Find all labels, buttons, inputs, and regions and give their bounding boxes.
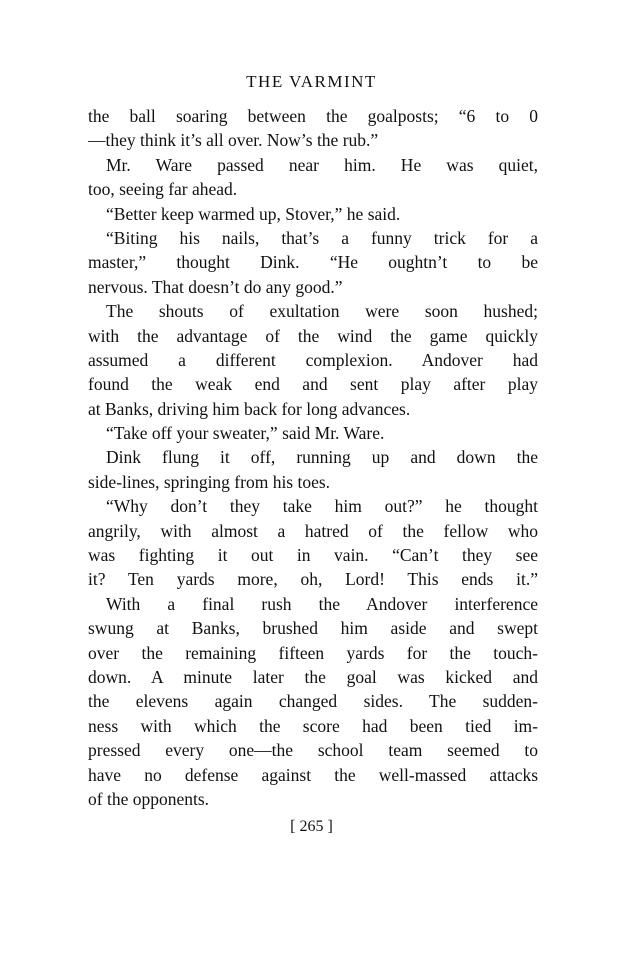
- text-line: of the opponents.: [88, 788, 210, 809]
- text-line: master,” thought Dink. “He oughtn’t to be: [88, 252, 538, 273]
- text-line: ness with which the score had been tied im-: [88, 715, 538, 736]
- text-line: Dink flung it off, running up and down the: [106, 447, 538, 468]
- text-line: “Biting his nails, that’s a funny trick for a: [106, 227, 538, 248]
- text-line: the elevens again changed sides. The sudden-: [88, 691, 538, 712]
- text-line: “Take off your sweater,” said Mr. Ware.: [106, 423, 385, 444]
- text-line: found the weak end and sent play after play: [88, 374, 538, 395]
- text-line: down. A minute later the goal was kicked and: [88, 666, 538, 687]
- running-head: THE VARMINT: [246, 72, 377, 91]
- text-line: side-lines, springing from his toes.: [88, 471, 331, 492]
- text-line: have no defense against the well-massed attacks: [88, 764, 538, 785]
- text-line: The shouts of exultation were soon hushed;: [106, 301, 538, 322]
- text-line: with the advantage of the wind the game quickly: [88, 325, 538, 346]
- text-line: the ball soaring between the goalposts; “6 to 0: [88, 106, 538, 126]
- text-line: Mr. Ware passed near him. He was quiet,: [106, 154, 538, 175]
- text-line: With a final rush the Andover interference: [106, 593, 538, 614]
- text-line: over the remaining fifteen yards for the touch-: [88, 642, 538, 663]
- text-line: swung at Banks, brushed him aside and swept: [88, 618, 538, 639]
- text-line: “Why don’t they take him out?” he thought: [106, 496, 538, 517]
- text-line: —they think it’s all over. Now’s the rub.”: [88, 130, 379, 151]
- text-line: assumed a different complexion. Andover had: [88, 349, 538, 370]
- text-line: angrily, with almost a hatred of the fellow who: [88, 520, 538, 541]
- page-number: [ 265 ]: [290, 818, 333, 835]
- text-line: was fighting it out in vain. “Can’t they see: [88, 545, 538, 566]
- text-line: “Better keep warmed up, Stover,” he said.: [106, 203, 401, 224]
- text-line: pressed every one—the school team seemed to: [88, 740, 538, 761]
- text-line: it? Ten yards more, oh, Lord! This ends it.”: [88, 569, 538, 590]
- text-line: nervous. That doesn’t do any good.”: [88, 276, 343, 297]
- text-line: at Banks, driving him back for long advances.: [88, 398, 411, 419]
- text-line: too, seeing far ahead.: [88, 179, 238, 200]
- body-text: [88, 104, 538, 811]
